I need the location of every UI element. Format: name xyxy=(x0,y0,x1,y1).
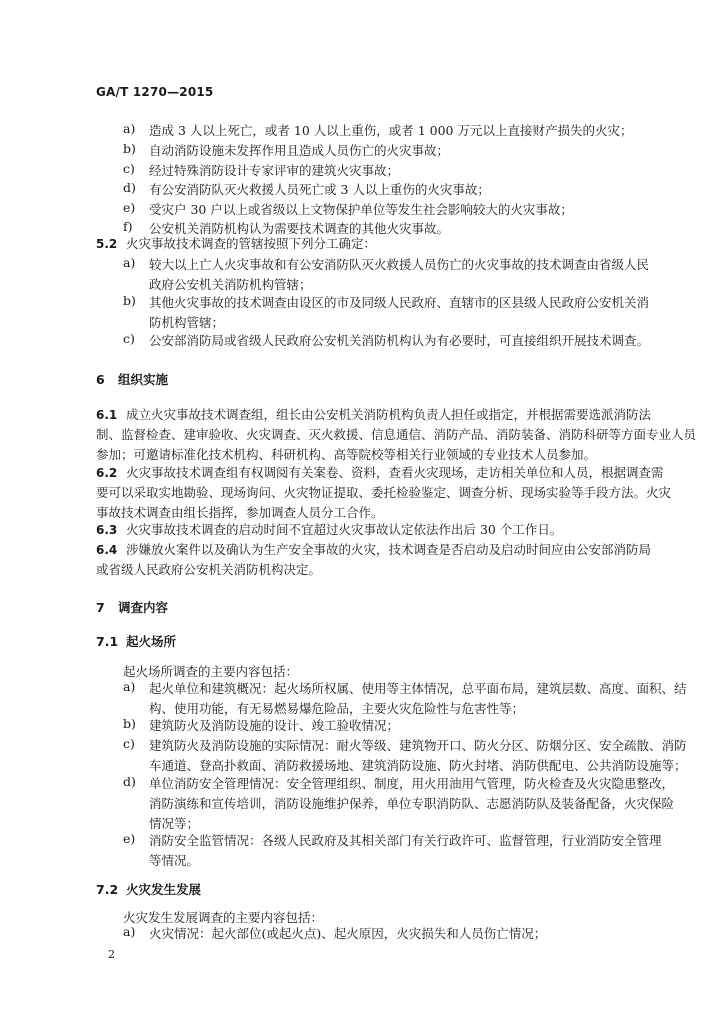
clause-number: 6.4 xyxy=(96,543,118,557)
paragraph-6-3 xyxy=(96,520,656,540)
subsection-heading xyxy=(96,880,201,898)
intro-text: 起火场所调查的主要内容包括： xyxy=(123,664,299,679)
item-label: c) xyxy=(123,331,135,346)
item-text: 等情况。 xyxy=(149,853,200,868)
clause-5-2 xyxy=(96,234,376,254)
item-text: 有公安消防队灭火救援人员死亡或 3 人以上重伤的火灾事故； xyxy=(149,182,490,197)
item-text: 车通道、登高扑救面、消防救援场地、建筑消防设施、防火封堵、消防供配电、公共消防设施等； xyxy=(149,758,687,773)
item-text: 较大以上亡人火灾事故和有公安消防队灭火救援人员伤亡的火灾事故的技术调查由省级人民 xyxy=(149,257,650,272)
paragraph-6-2 xyxy=(96,463,672,523)
subsection-number: 7.2 xyxy=(96,882,119,897)
para-line: 涉嫌放火案件以及确认为生产安全事故的火灾，技术调查是否启动及启动时间应由公安部消防局 xyxy=(126,542,652,557)
item-text: 情况等； xyxy=(149,816,200,831)
subsection-heading xyxy=(96,632,176,650)
item-text: 构、使用功能，有无易燃易爆危险品，主要火灾危险性与危害性等； xyxy=(149,701,525,716)
intro-text: 火灾发生发展调查的主要内容包括： xyxy=(123,910,324,925)
item-text: 单位消防安全管理情况：安全管理组织、制度，用火用油用气管理，防火检查及火灾隐患整改， xyxy=(149,776,675,791)
para-line: 制、监督检查、建审验收、火灾调查、灭火救援、信息通信、消防产品、消防装备、消防科研等方面专业人员 xyxy=(96,427,697,442)
clause-number: 6.2 xyxy=(96,466,118,480)
item-text: 公安部消防局或省级人民政府公安机关消防机构认为有必要时，可直接组织开展技术调查。 xyxy=(149,333,650,348)
clause-number: 5.2 xyxy=(96,237,118,251)
item-text: 消防安全监管情况：各级人民政府及其相关部门有关行政许可、监督管理，行业消防安全管理 xyxy=(149,833,662,848)
subsection-number: 7.1 xyxy=(96,634,119,649)
item-label: d) xyxy=(123,180,136,195)
item-text: 受灾户 30 户以上或省级以上文物保护单位等发生社会影响较大的火灾事故； xyxy=(149,202,573,217)
section-heading xyxy=(96,370,168,388)
item-label: b) xyxy=(123,293,136,308)
item-label: a) xyxy=(123,679,136,694)
item-text: 建筑防火及消防设施的设计、竣工验收情况； xyxy=(149,718,400,733)
item-text: 政府公安机关消防机构管辖； xyxy=(149,277,312,292)
section-title: 调查内容 xyxy=(118,600,169,615)
clause-number: 6.1 xyxy=(96,408,118,422)
item-label: a) xyxy=(123,255,136,270)
item-text: 公安机关消防机构认为需要技术调查的其他火灾事故。 xyxy=(149,221,450,236)
item-label: b) xyxy=(123,716,136,731)
paragraph-6-4 xyxy=(96,540,656,580)
para-line: 火灾事故技术调查组有权调阅有关案卷、资料，查看火灾现场，走访相关单位和人员，根据调查需 xyxy=(126,465,664,480)
item-text: 起火单位和建筑概况：起火场所权属、使用等主体情况，总平面布局，建筑层数、高度、面积、结 xyxy=(149,681,687,696)
item-label: c) xyxy=(123,736,135,751)
para-line: 火灾事故技术调查的启动时间不宜超过火灾事故认定依法作出后 30 个工作日。 xyxy=(126,522,563,537)
item-text: 自动消防设施未发挥作用且造成人员伤亡的火灾事故； xyxy=(149,143,450,158)
subsection-title: 火灾发生发展 xyxy=(126,882,202,897)
item-label: c) xyxy=(123,161,135,176)
item-text: 消防演练和宣传培训，消防设施维护保养，单位专职消防队、志愿消防队及装备配备，火灾保险 xyxy=(149,796,675,811)
para-line: 成立火灾事故技术调查组，组长由公安机关消防机构负责人担任或指定，并根据需要选派消防法 xyxy=(126,407,652,422)
item-text: 火灾情况：起火部位(或起火点)、起火原因，火灾损失和人员伤亡情况； xyxy=(149,926,547,941)
item-label: e) xyxy=(123,200,136,215)
standard-code: GA/T 1270—2015 xyxy=(96,85,214,99)
para-line: 参加；可邀请标准化技术机构、科研机构、高等院校等相关行业领域的专业技术人员参加。 xyxy=(96,447,597,462)
item-text: 造成 3 人以上死亡，或者 10 人以上重伤，或者 1 000 万元以上直接财产损失的火灾； xyxy=(149,123,633,138)
para-line: 事故技术调查由组长指挥，参加调查人员分工合作。 xyxy=(96,505,384,520)
paragraph-6-1 xyxy=(96,405,697,465)
item-label: b) xyxy=(123,141,136,156)
item-text: 其他火灾事故的技术调查由设区的市及同级人民政府、直辖市的区县级人民政府公安机关消 xyxy=(149,295,650,310)
section-heading xyxy=(96,598,168,616)
para-line: 或省级人民政府公安机关消防机构决定。 xyxy=(96,562,322,577)
clause-number: 6.3 xyxy=(96,523,118,537)
item-label: a) xyxy=(123,924,136,939)
clause-text: 火灾事故技术调查的管辖按照下列分工确定： xyxy=(126,236,377,251)
section-number: 7 xyxy=(96,600,105,615)
subsection-title: 起火场所 xyxy=(126,634,177,649)
item-label: e) xyxy=(123,831,136,846)
page-number: 2 xyxy=(108,948,115,961)
item-text: 防机构管辖； xyxy=(149,315,225,330)
item-label: f) xyxy=(123,219,133,234)
item-label: d) xyxy=(123,774,136,789)
item-label: a) xyxy=(123,121,136,136)
section-title: 组织实施 xyxy=(118,372,169,387)
section-number: 6 xyxy=(96,372,105,387)
item-text: 经过特殊消防设计专家评审的建筑火灾事故； xyxy=(149,163,400,178)
para-line: 要可以采取实地勘验、现场询问、火灾物证提取、委托检验鉴定、调查分析、现场实验等手段方法。火灾 xyxy=(96,485,672,500)
item-text: 建筑防火及消防设施的实际情况：耐火等级、建筑物开口、防火分区、防烟分区、安全疏散、消防 xyxy=(149,738,687,753)
